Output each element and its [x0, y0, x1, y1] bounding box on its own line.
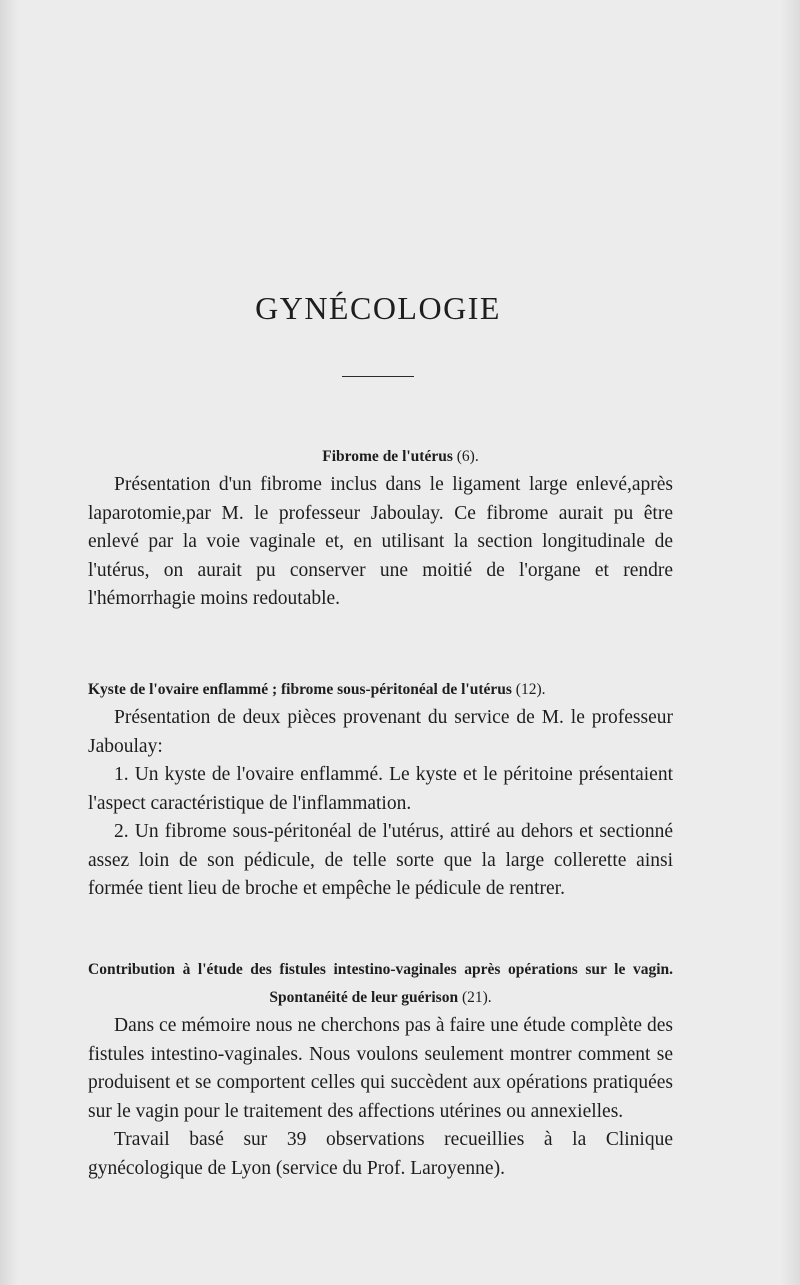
section-paragraph: Dans ce mémoire nous ne cherchons pas à faire une étude complète des fistules intestino-vaginales. Nous voulons seulement montrer comment se produisent et se comportent celles qui succèdent aux opérations pratiquées sur le vagin pour le traitement des affections utérines ou annexielles.: [88, 1015, 673, 1122]
section-paragraph: 2. Un fibrome sous-péritonéal de l'utérus, attiré au dehors et sectionné assez loin de son pédicule, de telle sorte que la large collerette ainsi formée tient lieu de broche et empêche le pédicule de rentrer.: [88, 821, 673, 899]
section-heading-text: Contribution à l'étude des fistules intestino-vaginales après opérations sur le vagin. Spontanéité de leur guérison: [88, 961, 673, 1006]
section-paragraph: Travail basé sur 39 observations recueillies à la Clinique gynécologique de Lyon (service du Prof. Laroyenne).: [88, 1129, 673, 1179]
section-heading: [88, 443, 673, 471]
section-fibrome-uterus: [88, 443, 673, 614]
section-heading-text: Fibrome de l'utérus: [322, 448, 453, 465]
section-reference: (21).: [461, 989, 492, 1006]
section-paragraph: 1. Un kyste de l'ovaire enflammé. Le kyste et le péritoine présentaient l'aspect caractéristique de l'inflammation.: [88, 764, 673, 814]
section-heading: [88, 956, 673, 1012]
section-paragraph: Présentation de deux pièces provenant du service de M. le professeur Jaboulay:: [88, 707, 673, 757]
section-reference: (12).: [515, 681, 546, 698]
chapter-title: GYNÉCOLOGIE: [255, 290, 501, 326]
section-kyste-ovaire: [88, 676, 673, 904]
section-reference: (6).: [456, 448, 479, 465]
section-paragraph: Présentation d'un fibrome inclus dans le ligament large enlevé,après laparotomie,par M. le professeur Jaboulay. Ce fibrome aurait pu être enlevé par la voie vaginale et, en utilisant la section longitudinale de l'utérus, on aurait pu conserver une moitié de l'organe et rendre l'hémorrhagie moins redoutable.: [88, 474, 673, 609]
title-divider: [342, 376, 414, 377]
section-fistules-intestino-vaginales: [88, 956, 673, 1183]
section-heading: [88, 676, 673, 704]
section-heading-text: Kyste de l'ovaire enflammé ; fibrome sous-péritonéal de l'utérus: [88, 681, 512, 698]
